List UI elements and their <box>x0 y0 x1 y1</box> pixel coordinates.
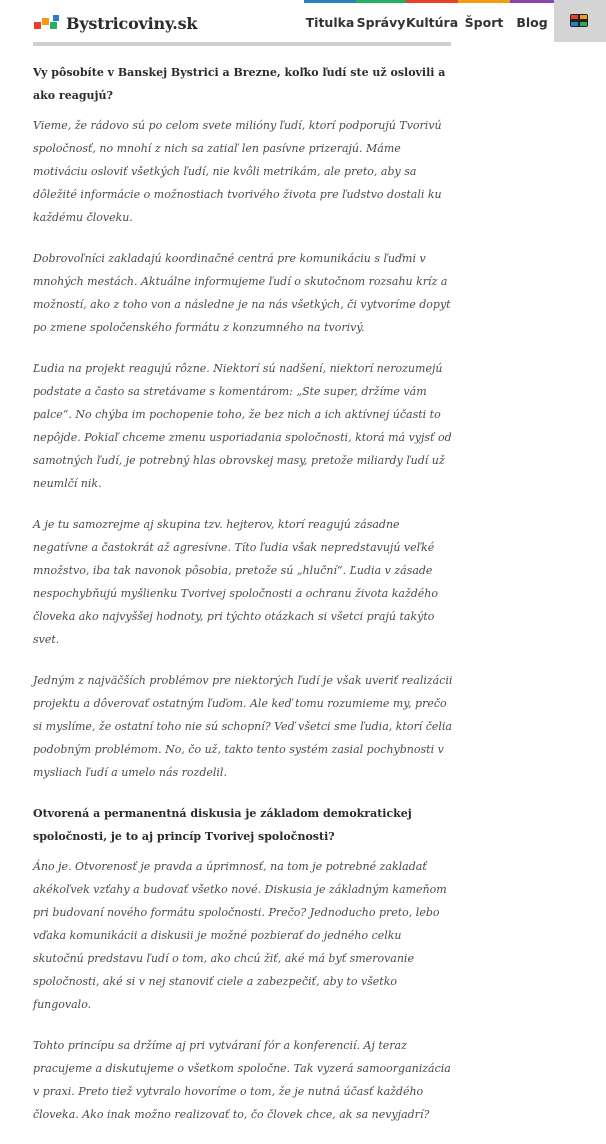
interview-answer: Dobrovoľníci zakladajú koordinačné centrá pre komunikáciu s ľuďmi v mnohých mestách. Aktuálne informujeme ľudí o skutočnom rozsahu kríz a možností, ako z toho von a následne je na nás všetkých, či vytvoríme dopyt po zmene spoločenského formátu z konzumného na tvorivý. <box>33 252 451 334</box>
site-logo[interactable] <box>34 13 197 33</box>
main-nav <box>304 0 554 42</box>
nav-item-sport[interactable]: Šport <box>458 0 510 42</box>
article-body <box>33 61 455 1144</box>
interview-answer: Ľudia na projekt reagujú rôzne. Niektorí sú nadšení, niektorí nerozumejú podstate a často sa stretávame s komentárom: „Ste super, držíme vám palce“. No chýba im pochopenie toho, že bez nich a ich aktívnej účasti to nepôjde. Pokiaľ chceme zmenu usporiadania spoločnosti, ktorá má vyjsť od samotných ľudí, je potrebný hlas obrovskej masy, pretože miliardy ľudí už neumlčí nik. <box>33 362 452 490</box>
site-name: Bystricoviny.sk <box>66 13 198 33</box>
interview-question: Vy pôsobíte v Banskej Bystrici a Brezne, koľko ľudí ste už oslovili a ako reagujú? <box>33 66 446 102</box>
nav-item-blog[interactable]: Blog <box>510 0 554 42</box>
logo-squares-icon <box>34 15 60 31</box>
nav-item-spravy[interactable]: Správy <box>356 0 406 42</box>
interview-answer: Vieme, že rádovo sú po celom svete milióny ľudí, ktorí podporujú Tvorivú spoločnosť, no mnohí z nich sa zatiaľ len pasívne prizerajú. Máme motiváciu osloviť všetkých ľudí, nie kvôli metrikám, ale preto, aby sa dôležité informácie o možnostiach tvorivého života pre ľudstvo dostali ku každému človeku. <box>33 119 442 224</box>
menu-grid-icon <box>570 14 588 27</box>
nav-item-titulka[interactable]: Titulka <box>304 0 356 42</box>
nav-item-kultura[interactable]: Kultúra <box>406 0 458 42</box>
interview-answer: Áno je. Otvorenosť je pravda a úprimnosť, na tom je potrebné zakladať akékoľvek vzťahy a budovať všetko nové. Diskusia je základným kameňom pri budovaní nového formátu spoločnosti. Prečo? Jednoducho preto, lebo vďaka komunikácii a diskusii je možné pozbierať do jedného celku skutočnú predstavu ľudí o tom, ako chcú žiť, aké má byť smerovanie spoločnosti, aké si v nej stanoviť ciele a zabezpečiť, aby to všetko fungovalo. <box>33 860 447 1011</box>
site-header <box>0 0 606 42</box>
menu-button[interactable] <box>554 0 606 42</box>
header-divider <box>33 42 451 46</box>
interview-answer: A je tu samozrejme aj skupina tzv. hejterov, ktorí reagujú zásadne negatívne a častokrát až agresívne. Títo ľudia však nepredstavujú veľké množstvo, iba tak navonok pôsobia, pretože sú „hluční“. Ľudia v zásade nespochybňujú myšlienku Tvorivej spoločnosti a ochranu života každého človeka ako najvyššej hodnoty, pri týchto otázkach si všetci prajú takýto svet. <box>33 518 439 646</box>
interview-answer: Tohto princípu sa držíme aj pri vytváraní fór a konferencií. Aj teraz pracujeme a diskutujeme o všetkom spoločne. Tak vyzerá samoorganizácia v praxi. Preto tiež vytvralo hovoríme o tom, že je nutná účasť každého človeka. Ako inak možno realizovať to, čo človek chce, ak sa nevyjadrí? <box>33 1039 451 1121</box>
interview-question: Otvorená a permanentná diskusia je základom demokratickej spoločnosti, je to aj princíp Tvorivej spoločnosti? <box>33 807 412 843</box>
interview-answer: Jedným z najväčších problémov pre niektorých ľudí je však uveriť realizácii projektu a dôverovať ostatným ľuďom. Ale keď tomu rozumieme my, prečo si myslíme, že ostatní toho nie sú schopní? Veď všetci sme ľudia, ktorí čelia podobným problémom. No, čo už, takto tento systém zasial pochybnosti v mysliach ľudí a umelo nás rozdelil. <box>33 674 453 779</box>
